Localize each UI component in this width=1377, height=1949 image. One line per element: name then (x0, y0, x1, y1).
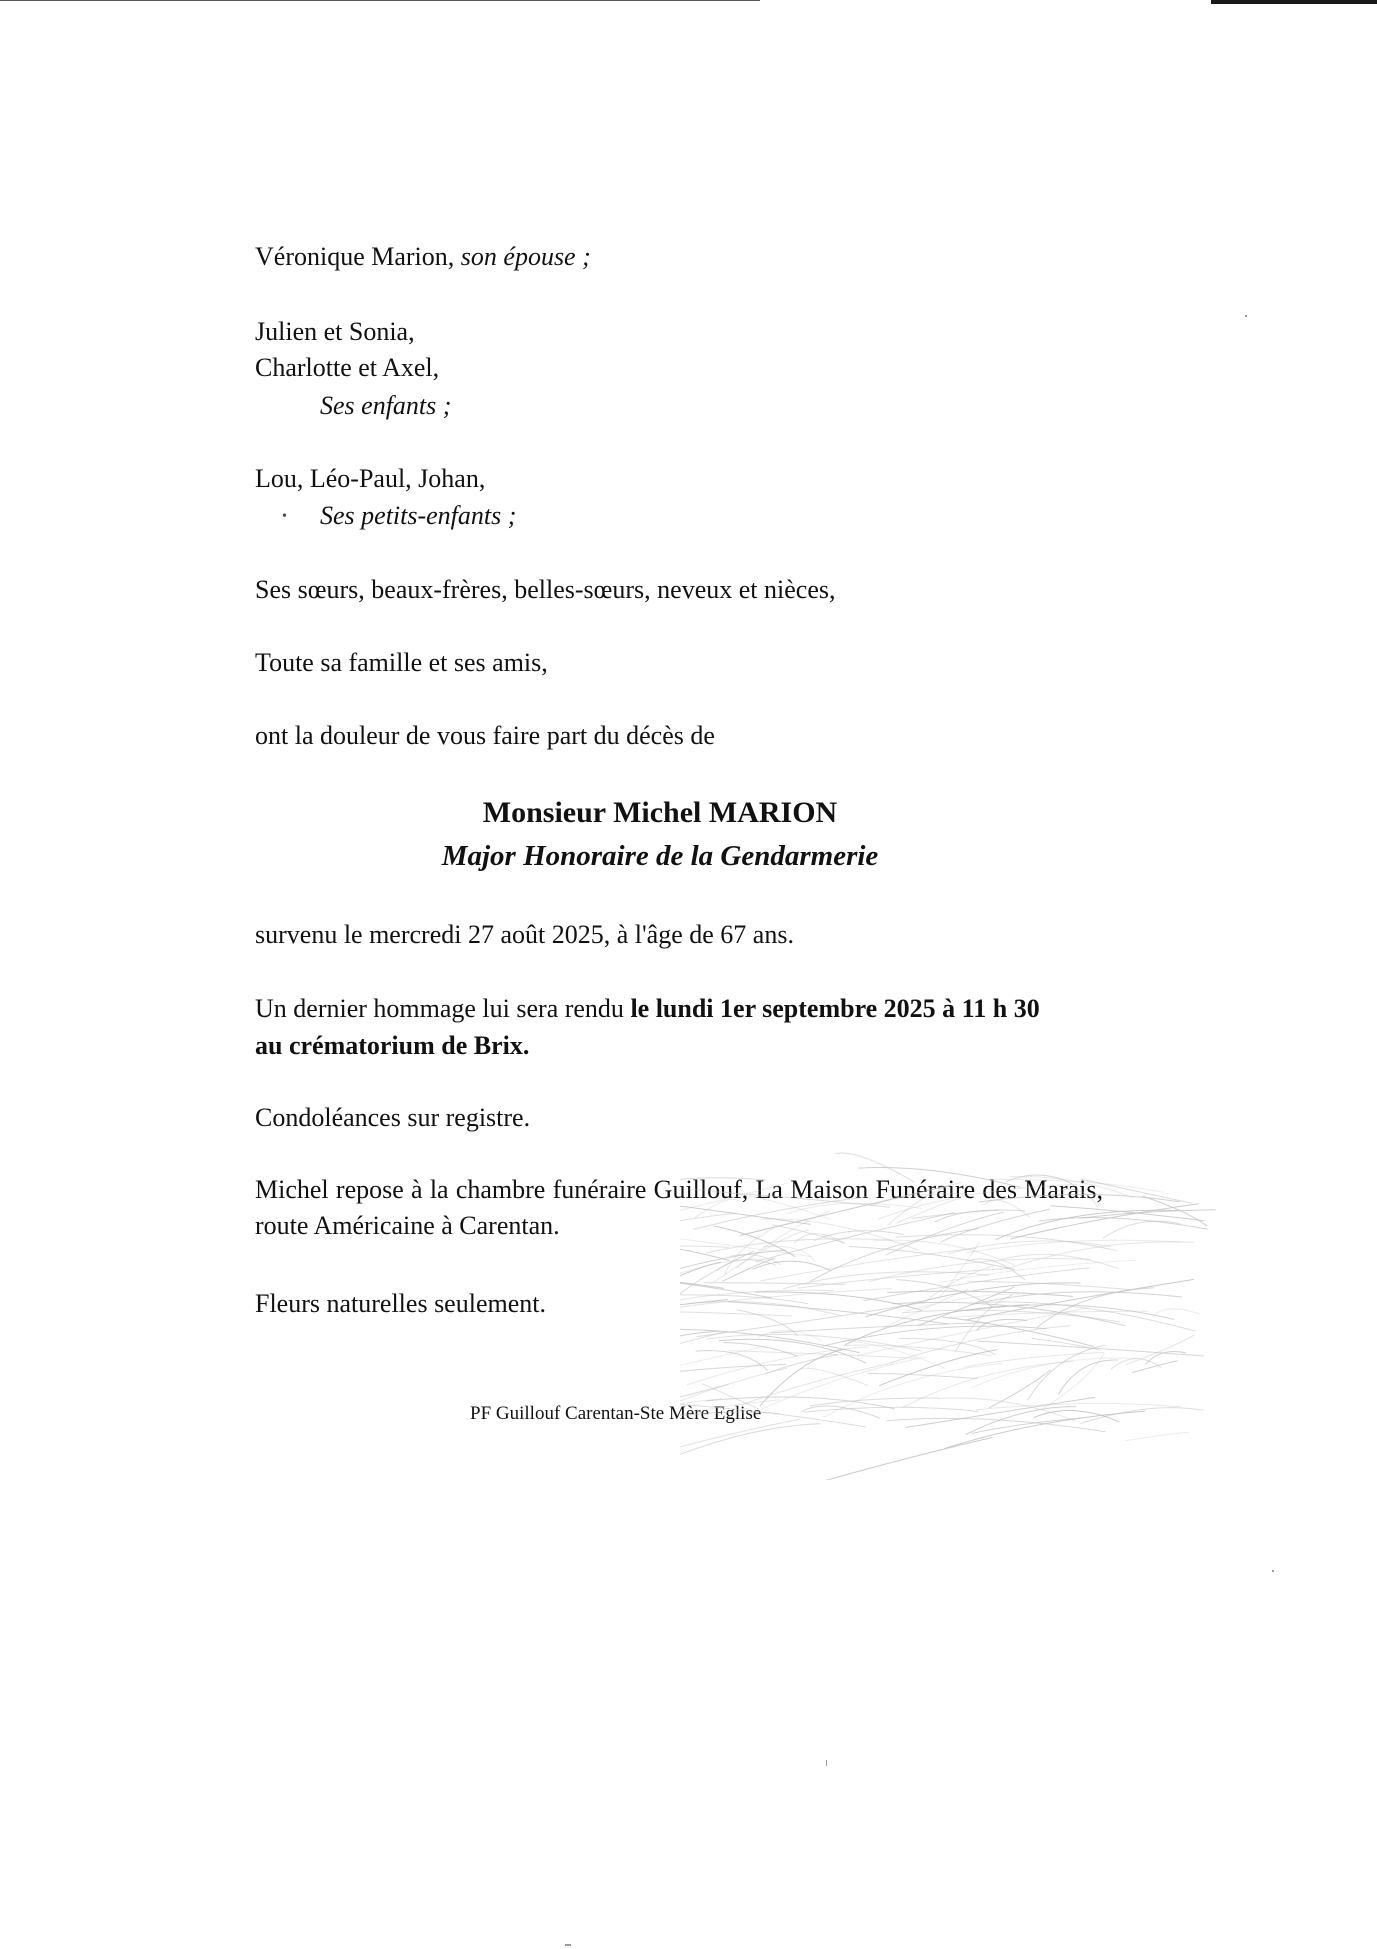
tribute-when: le lundi 1er septembre 2025 à 11 h 30 (630, 994, 1040, 1023)
funeral-home-signature: PF Guillouf Carentan-Ste Mère Eglise (470, 1403, 762, 1424)
scan-speck (1245, 315, 1247, 317)
grass-stroke (966, 1407, 1077, 1435)
grass-stroke (1058, 1360, 1118, 1394)
grass-stroke (967, 1281, 1131, 1290)
grass-stroke (755, 1292, 922, 1310)
grass-stroke (730, 1254, 781, 1264)
grass-stroke (707, 1334, 922, 1351)
grass-stroke (977, 1319, 1028, 1330)
grass-stroke (902, 1310, 1120, 1322)
grass-stroke (843, 1345, 992, 1356)
grass-stroke (680, 1332, 726, 1382)
grass-stroke (737, 1310, 798, 1336)
grass-stroke (943, 1317, 1094, 1346)
children-role: Ses enfants ; (320, 391, 452, 420)
grass-stroke (757, 1357, 926, 1412)
grass-stroke (939, 1242, 980, 1299)
grass-stroke (955, 1295, 1013, 1353)
date-of-death: survenu le mercredi 27 août 2025, à l'âge de 67 ans. (255, 920, 794, 949)
grass-stroke (703, 1283, 845, 1285)
grass-stroke (964, 1353, 1104, 1368)
grass-stroke (680, 1272, 772, 1298)
grass-stroke (863, 1268, 1089, 1301)
grass-stroke (866, 1283, 1081, 1317)
grass-stroke (902, 1361, 1074, 1408)
scan-edge-line (0, 0, 760, 1)
grass-stroke (1142, 1196, 1207, 1226)
grass-stroke (680, 1331, 721, 1344)
flowers-line: Fleurs naturelles seulement. (255, 1289, 546, 1318)
grass-stroke (976, 1404, 1181, 1410)
grass-stroke (938, 1398, 1075, 1421)
grass-stroke (1001, 1254, 1119, 1268)
grass-stroke (923, 1266, 994, 1304)
rests-at-paragraph: Michel repose à la chambre funéraire Guillouf, La Maison Funéraire des Marais, route Américaine à Carentan. (255, 1175, 1103, 1240)
grass-stroke (1032, 1338, 1099, 1349)
grass-stroke (965, 1279, 1194, 1320)
grass-stroke (801, 1368, 868, 1385)
grass-stroke (680, 1329, 860, 1352)
grass-stroke (845, 1305, 1029, 1345)
grass-stroke (883, 1289, 968, 1328)
grass-stroke (680, 1251, 754, 1295)
grass-stroke (1145, 1351, 1186, 1364)
grass-stroke (719, 1339, 866, 1363)
grass-stroke (798, 1268, 1010, 1288)
spouse-name: Véronique Marion, (255, 242, 455, 271)
grass-stroke (688, 1302, 842, 1316)
grass-stroke (1027, 1345, 1105, 1400)
grass-stroke (1111, 1359, 1161, 1370)
grass-stroke (1034, 1411, 1120, 1422)
grass-stroke (741, 1363, 893, 1405)
condolences-line: Condoléances sur registre. (255, 1103, 531, 1132)
grass-stroke (760, 1248, 976, 1281)
grass-stroke (887, 1291, 1073, 1296)
grass-stroke (760, 1349, 845, 1406)
grass-stroke (906, 1397, 1095, 1427)
grass-stroke (887, 1418, 1106, 1431)
grass-stroke (723, 1343, 797, 1357)
grass-stroke (752, 1261, 831, 1271)
grass-stroke (942, 1260, 1136, 1282)
stray-mark-icon: • (282, 509, 287, 524)
grass-stroke (763, 1246, 815, 1261)
grass-stroke (826, 1437, 993, 1480)
grass-stroke (868, 1259, 1090, 1282)
grass-stroke (729, 1351, 917, 1359)
grass-stroke (758, 1330, 822, 1341)
siblings-line: Ses sœurs, beaux-frères, belles-sœurs, neveux et nièces, (255, 575, 836, 604)
grass-stroke (801, 1406, 880, 1418)
grass-stroke (879, 1350, 997, 1386)
grass-stroke (722, 1258, 775, 1281)
grass-stroke (1103, 1221, 1180, 1238)
grass-stroke (687, 1347, 869, 1385)
grass-stroke (970, 1292, 1183, 1305)
grass-stroke (841, 1340, 945, 1369)
grass-stroke (716, 1260, 776, 1271)
grass-stroke (972, 1358, 1138, 1388)
children-line-2: Charlotte et Axel, (255, 353, 440, 382)
tribute-intro: Un dernier hommage lui sera rendu (255, 994, 624, 1023)
grass-stroke (680, 1250, 786, 1296)
grass-stroke (680, 1424, 821, 1461)
grass-stroke (809, 1398, 939, 1406)
grass-stroke (696, 1351, 768, 1371)
grass-stroke (680, 1290, 833, 1314)
grass-stroke (892, 1302, 1125, 1325)
grass-stroke (857, 1308, 1088, 1356)
family-friends-line: Toute sa famille et ses amis, (255, 648, 548, 677)
grass-stroke (680, 1259, 764, 1288)
grandchildren-role: Ses petits-enfants ; (320, 501, 517, 530)
grass-stroke (968, 1259, 1025, 1280)
scan-edge-bar (1211, 0, 1377, 4)
grass-stroke (966, 1305, 1175, 1320)
grass-stroke (949, 1311, 1149, 1317)
grass-stroke (822, 1326, 1047, 1346)
grass-stroke (680, 1364, 786, 1387)
grass-stroke (1132, 1361, 1177, 1373)
scan-speck (1272, 1570, 1274, 1572)
grass-stroke (1010, 1242, 1195, 1268)
grass-stroke (905, 1294, 1020, 1311)
grass-stroke (680, 1300, 728, 1328)
grass-stroke (986, 1302, 1196, 1331)
grass-stroke (1037, 1288, 1154, 1328)
grass-stroke (680, 1295, 808, 1304)
grass-stroke (783, 1272, 989, 1289)
children-line-1: Julien et Sonia, (255, 317, 415, 346)
grass-stroke (944, 1411, 1145, 1449)
spouse-role: son épouse ; (460, 242, 591, 271)
grass-stroke (918, 1287, 1015, 1326)
grass-stroke (771, 1323, 989, 1333)
scan-speck (826, 1760, 827, 1766)
grass-stroke (896, 1280, 992, 1307)
grass-stroke (868, 1373, 978, 1378)
grass-stroke (680, 1310, 792, 1316)
grass-stroke (899, 1338, 995, 1354)
spouse-line (255, 241, 591, 273)
grass-stroke (680, 1289, 892, 1309)
grass-stroke (680, 1246, 729, 1259)
grass-stroke (680, 1346, 768, 1403)
announcement-line: ont la douleur de vous faire part du décès de (255, 721, 715, 750)
grass-stroke (823, 1364, 1002, 1418)
deceased-title: Major Honoraire de la Gendarmerie (441, 840, 879, 872)
grass-stroke (1043, 1353, 1105, 1409)
grass-stroke (804, 1407, 978, 1412)
grass-stroke (1080, 1408, 1203, 1424)
grass-stroke (891, 1326, 1071, 1363)
grass-stroke (680, 1262, 721, 1305)
grass-stroke (1126, 1335, 1195, 1365)
grass-stroke (766, 1355, 838, 1374)
grandchildren-line: Lou, Léo-Paul, Johan, (255, 464, 486, 493)
grass-stroke (680, 1278, 724, 1288)
grass-stroke (1153, 1309, 1200, 1317)
tribute-where: au crématorium de Brix. (255, 1031, 530, 1060)
grass-stroke (978, 1341, 1204, 1356)
grass-stroke (1125, 1432, 1189, 1441)
grass-stroke (696, 1302, 925, 1337)
scan-speck (565, 1944, 571, 1946)
grass-stroke (989, 1370, 1051, 1408)
grass-stroke (849, 1247, 1015, 1270)
deceased-name: Monsieur Michel MARION (482, 796, 838, 829)
grass-stroke (971, 1418, 1081, 1434)
tribute-line-1 (255, 993, 1040, 1025)
grass-stroke (728, 1302, 948, 1324)
